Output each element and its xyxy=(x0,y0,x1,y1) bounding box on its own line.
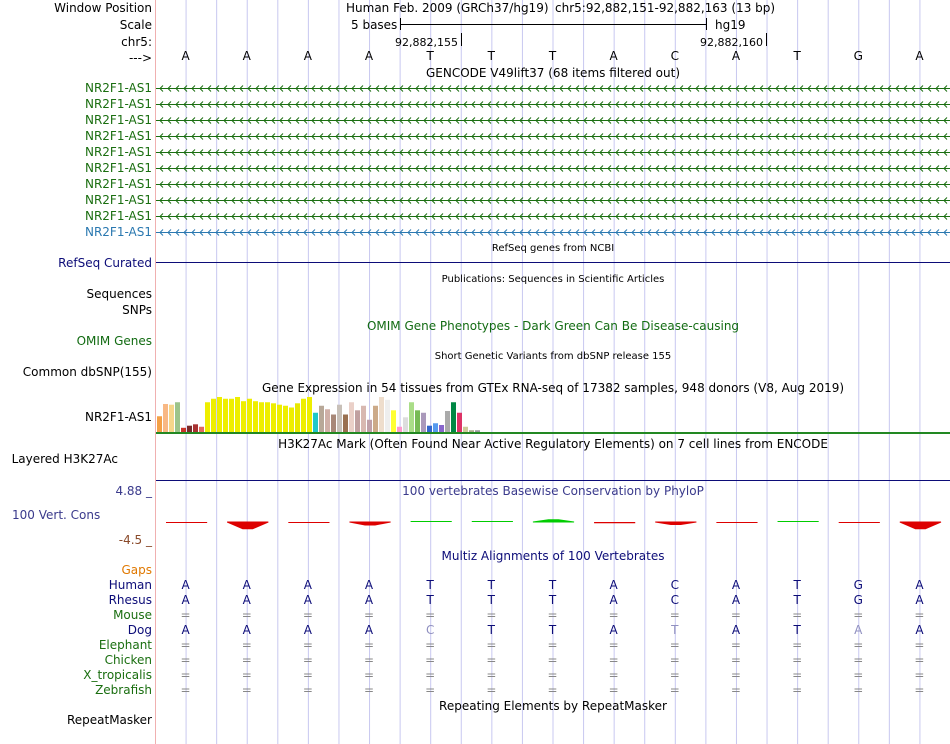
gencode-transcript-intron[interactable] xyxy=(156,212,950,221)
aligned-base: = xyxy=(302,608,313,622)
gtex-tissue-bar[interactable] xyxy=(439,425,444,432)
aligned-base: = xyxy=(180,668,191,682)
species-label[interactable]: Chicken xyxy=(104,653,152,667)
aligned-base: T xyxy=(487,623,496,637)
aligned-base: = xyxy=(730,668,741,682)
aligned-base: = xyxy=(364,653,375,667)
repeatmasker-title: Repeating Elements by RepeatMasker xyxy=(439,699,667,713)
gtex-tissue-bar[interactable] xyxy=(289,408,294,433)
aligned-base: = xyxy=(914,608,925,622)
gtex-tissue-bar[interactable] xyxy=(433,423,438,432)
common-dbsnp-label[interactable]: Common dbSNP(155) xyxy=(22,365,152,379)
dbsnp-title: Short Genetic Variants from dbSNP release 155 xyxy=(434,351,672,362)
aligned-base: A xyxy=(181,578,190,592)
multiz-title: Multiz Alignments of 100 Vertebrates xyxy=(441,549,665,563)
gencode-transcript-label[interactable]: NR2F1-AS1 xyxy=(84,81,152,95)
aligned-base: A xyxy=(609,623,618,637)
aligned-base: = xyxy=(241,683,252,697)
aligned-base: = xyxy=(425,668,436,682)
aligned-base: = xyxy=(180,638,191,652)
sequence-base: A xyxy=(181,49,190,63)
gtex-tissue-bar[interactable] xyxy=(421,413,426,432)
gtex-tissue-bar[interactable] xyxy=(265,402,270,432)
phylop-chart[interactable] xyxy=(156,500,950,544)
aligned-base: A xyxy=(181,593,190,607)
gtex-tissue-bar[interactable] xyxy=(217,397,222,432)
aligned-base: = xyxy=(547,668,558,682)
aligned-base: A xyxy=(915,578,924,592)
chrom-label: chr5: xyxy=(121,35,152,49)
aligned-base: = xyxy=(241,653,252,667)
species-label[interactable]: Dog xyxy=(127,623,152,637)
gtex-tissue-bar[interactable] xyxy=(271,403,276,432)
aligned-base: = xyxy=(486,683,497,697)
aligned-base: T xyxy=(671,623,679,637)
gencode-transcript-intron[interactable] xyxy=(156,116,950,125)
gtex-tissue-bar[interactable] xyxy=(187,426,192,432)
aligned-base: = xyxy=(914,668,925,682)
gtex-tissue-bar[interactable] xyxy=(241,401,246,432)
scale-db: hg19 xyxy=(715,18,746,32)
scale-bar xyxy=(400,24,706,25)
sequence-base: A xyxy=(364,49,374,63)
gtex-tissue-bar[interactable] xyxy=(463,427,468,432)
gtex-tissue-bar[interactable] xyxy=(391,410,396,432)
gtex-baseline xyxy=(156,432,950,434)
aligned-base: C xyxy=(425,623,435,637)
gtex-tissue-bar[interactable] xyxy=(337,405,342,432)
gencode-title: GENCODE V49lift37 (68 items filtered out) xyxy=(425,66,680,80)
gtex-tissue-bar[interactable] xyxy=(157,416,162,432)
aligned-base: A xyxy=(731,578,741,592)
phylop-title: 100 vertebrates Basewise Conservation by PhyloP xyxy=(402,484,704,498)
scale-bar-right-tick xyxy=(706,18,707,30)
aligned-base: = xyxy=(180,608,191,622)
gencode-transcript-label[interactable]: NR2F1-AS1 xyxy=(84,209,152,223)
assembly-title: Human Feb. 2009 (GRCh37/hg19) xyxy=(346,1,549,15)
gtex-tissue-bar[interactable] xyxy=(253,401,258,432)
aligned-base: T xyxy=(548,623,557,637)
aligned-base: = xyxy=(364,668,375,682)
phylop-min-label: -4.5 _ xyxy=(118,533,152,547)
aligned-base: = xyxy=(547,608,558,622)
gencode-transcript-label[interactable]: NR2F1-AS1 xyxy=(84,145,152,159)
aligned-base: A xyxy=(731,623,741,637)
aligned-base: A xyxy=(854,623,863,637)
aligned-base: = xyxy=(425,638,436,652)
aligned-base: A xyxy=(303,578,312,592)
species-label[interactable]: Human xyxy=(108,578,152,592)
aligned-base: A xyxy=(915,623,924,637)
aligned-base: = xyxy=(608,653,619,667)
phylop-max-label: 4.88 _ xyxy=(115,484,152,498)
refseq-curated-label[interactable]: RefSeq Curated xyxy=(58,256,152,270)
aligned-base: T xyxy=(548,593,557,607)
aligned-base: C xyxy=(670,578,679,592)
aligned-base: A xyxy=(915,593,924,607)
aligned-base: = xyxy=(241,668,252,682)
aligned-base: = xyxy=(302,653,313,667)
gtex-tissue-bar[interactable] xyxy=(367,420,372,432)
gtex-tissue-bar[interactable] xyxy=(451,402,456,432)
gencode-transcript-label[interactable]: NR2F1-AS1 xyxy=(84,129,152,143)
gtex-title: Gene Expression in 54 tissues from GTEx RNA-seq of 17382 samples, 948 donors (V8, Aug 2019) xyxy=(261,381,845,395)
sequences-label[interactable]: Sequences xyxy=(86,287,152,301)
coord-left-tick xyxy=(461,33,462,46)
sequence-base: T xyxy=(487,49,496,63)
window-position-label: Window Position xyxy=(54,1,152,15)
aligned-base: = xyxy=(547,653,558,667)
gtex-tissue-bar[interactable] xyxy=(223,399,228,432)
aligned-base: = xyxy=(792,638,803,652)
aligned-base: = xyxy=(608,608,619,622)
gtex-tissue-bar[interactable] xyxy=(349,402,354,432)
gtex-tissue-bar[interactable] xyxy=(169,405,174,432)
sequence-base: T xyxy=(426,49,434,63)
sequence-base: A xyxy=(915,49,924,63)
phylop-score-mark[interactable] xyxy=(166,522,207,523)
aligned-base: = xyxy=(669,668,680,682)
aligned-base: = xyxy=(669,683,680,697)
aligned-base: = xyxy=(730,608,741,622)
aligned-base: = xyxy=(669,653,680,667)
gtex-tissue-bar[interactable] xyxy=(373,406,378,432)
aligned-base: T xyxy=(426,578,434,592)
gtex-tissue-bar[interactable] xyxy=(313,413,318,432)
aligned-base: = xyxy=(425,683,436,697)
gtex-tissue-bar[interactable] xyxy=(199,427,204,432)
aligned-base: = xyxy=(486,608,497,622)
gtex-tissue-bar[interactable] xyxy=(355,410,360,432)
aligned-base: = xyxy=(180,683,191,697)
gtex-tissue-bar[interactable] xyxy=(325,409,330,432)
sequence-base: A xyxy=(731,49,741,63)
gtex-tissue-bar[interactable] xyxy=(205,402,210,432)
h3k27ac-baseline xyxy=(156,480,950,481)
aligned-base: = xyxy=(302,683,313,697)
aligned-base: = xyxy=(547,638,558,652)
scale-bar-left-tick xyxy=(400,18,401,30)
repeatmasker-label[interactable]: RepeatMasker xyxy=(66,713,152,727)
gencode-transcript-label[interactable]: NR2F1-AS1 xyxy=(84,161,152,175)
species-label[interactable]: Mouse xyxy=(113,608,152,622)
gencode-transcript-intron[interactable] xyxy=(156,164,950,173)
aligned-base: = xyxy=(853,638,864,652)
aligned-base: = xyxy=(914,683,925,697)
gencode-transcript-intron[interactable] xyxy=(156,132,950,141)
gtex-tissue-bar[interactable] xyxy=(259,402,264,432)
gtex-tissue-bar[interactable] xyxy=(181,428,186,432)
aligned-base: = xyxy=(486,638,497,652)
gtex-tissue-bar[interactable] xyxy=(379,397,384,432)
gtex-tissue-bar[interactable] xyxy=(475,430,480,432)
aligned-base: = xyxy=(608,683,619,697)
phylop-score-mark[interactable] xyxy=(778,521,819,522)
sequence-base: A xyxy=(609,49,618,63)
aligned-base: = xyxy=(853,653,864,667)
aligned-base: A xyxy=(364,623,374,637)
gtex-tissue-bar[interactable] xyxy=(319,406,324,432)
aligned-base: = xyxy=(669,638,680,652)
aligned-base: = xyxy=(730,683,741,697)
gtex-tissue-bar[interactable] xyxy=(229,399,234,432)
aligned-base: = xyxy=(792,653,803,667)
gencode-transcript-label[interactable]: NR2F1-AS1 xyxy=(84,177,152,191)
gencode-transcript-intron[interactable] xyxy=(156,196,950,205)
aligned-base: = xyxy=(364,638,375,652)
gtex-tissue-bar[interactable] xyxy=(307,397,312,432)
aligned-base: = xyxy=(486,653,497,667)
gtex-tissue-bar[interactable] xyxy=(331,415,336,433)
aligned-base: A xyxy=(364,593,374,607)
scale-bases: 5 bases xyxy=(351,18,398,32)
publications-title: Publications: Sequences in Scientific Articles xyxy=(441,274,665,285)
gtex-tissue-bar[interactable] xyxy=(295,403,300,432)
phylop-score-mark[interactable] xyxy=(227,522,268,529)
gencode-transcript-label[interactable]: NR2F1-AS1 xyxy=(84,97,152,111)
aligned-base: A xyxy=(242,593,251,607)
gencode-transcript-label[interactable]: NR2F1-AS1 xyxy=(84,113,152,127)
coord-right-tick xyxy=(766,33,767,46)
coord-left: 92,882,155 xyxy=(395,36,458,49)
aligned-base: = xyxy=(853,668,864,682)
aligned-base: A xyxy=(609,593,618,607)
aligned-base: = xyxy=(302,638,313,652)
gtex-tissue-bar[interactable] xyxy=(283,406,288,432)
aligned-base: = xyxy=(241,608,252,622)
gtex-tissue-bar[interactable] xyxy=(361,406,366,432)
gtex-tissue-bar[interactable] xyxy=(457,413,462,432)
aligned-base: T xyxy=(426,593,434,607)
aligned-base: = xyxy=(241,638,252,652)
gencode-transcript-intron[interactable] xyxy=(156,228,950,237)
aligned-base: A xyxy=(303,593,312,607)
phylop-score-mark[interactable] xyxy=(533,520,574,522)
gtex-tissue-bar[interactable] xyxy=(385,400,390,432)
phylop-score-mark[interactable] xyxy=(411,521,452,522)
aligned-base: = xyxy=(608,668,619,682)
refseq-title: RefSeq genes from NCBI xyxy=(491,243,615,254)
phylop-score-mark[interactable] xyxy=(839,522,880,523)
gencode-transcript-intron[interactable] xyxy=(156,100,950,109)
phylop-score-mark[interactable] xyxy=(288,522,329,523)
phylop-score-mark[interactable] xyxy=(716,522,757,523)
gencode-transcript-label[interactable]: NR2F1-AS1 xyxy=(84,225,152,239)
gtex-tissue-bar[interactable] xyxy=(469,430,474,432)
aligned-base: = xyxy=(792,683,803,697)
aligned-base: A xyxy=(609,578,618,592)
gtex-tissue-bar[interactable] xyxy=(397,427,402,432)
omim-genes-label[interactable]: OMIM Genes xyxy=(76,334,152,348)
aligned-base: = xyxy=(853,608,864,622)
gtex-tissue-bar[interactable] xyxy=(403,417,408,432)
aligned-base: = xyxy=(914,638,925,652)
aligned-base: G xyxy=(853,578,863,592)
gtex-tissue-bar[interactable] xyxy=(247,399,252,432)
phylop-score-mark[interactable] xyxy=(655,522,696,525)
aligned-base: = xyxy=(364,683,375,697)
aligned-base: = xyxy=(853,683,864,697)
aligned-base: T xyxy=(793,578,801,592)
aligned-base: = xyxy=(364,608,375,622)
aligned-base: T xyxy=(793,593,801,607)
aligned-base: = xyxy=(486,668,497,682)
gtex-tissue-bar[interactable] xyxy=(277,405,282,432)
gtex-tissue-bar[interactable] xyxy=(211,399,216,432)
layered-h3k27ac-label[interactable]: Layered H3K27Ac xyxy=(11,452,118,466)
aligned-base: = xyxy=(914,653,925,667)
aligned-base: = xyxy=(425,653,436,667)
gtex-tissue-bar[interactable] xyxy=(409,402,414,432)
aligned-base: = xyxy=(547,683,558,697)
omim-title: OMIM Gene Phenotypes - Dark Green Can Be Disease-causing xyxy=(366,319,740,333)
species-label[interactable]: Elephant xyxy=(98,638,152,652)
sequence-base: A xyxy=(242,49,251,63)
aligned-base: A xyxy=(364,578,374,592)
sequence-base: T xyxy=(793,49,801,63)
position-range: chr5:92,882,151-92,882,163 (13 bp) xyxy=(555,1,776,15)
aligned-base: = xyxy=(669,608,680,622)
aligned-base: A xyxy=(303,623,312,637)
aligned-base: = xyxy=(730,638,741,652)
aligned-base: T xyxy=(487,593,496,607)
aligned-base: C xyxy=(670,593,679,607)
gtex-tissue-bar[interactable] xyxy=(445,411,450,432)
gencode-transcript-intron[interactable] xyxy=(156,84,950,93)
gtex-tissue-bar[interactable] xyxy=(415,410,420,432)
phylop-score-mark[interactable] xyxy=(472,521,513,522)
gtex-expression-chart[interactable] xyxy=(156,394,950,434)
refseq-line xyxy=(156,262,950,263)
gtex-gene-label[interactable]: NR2F1-AS1 xyxy=(84,410,152,424)
aligned-base: = xyxy=(792,668,803,682)
aligned-base: G xyxy=(853,593,863,607)
gencode-transcript-intron[interactable] xyxy=(156,148,950,157)
species-label[interactable]: Zebrafish xyxy=(95,683,152,697)
sequence-base: G xyxy=(853,49,863,63)
phylop-score-mark[interactable] xyxy=(594,522,635,523)
gtex-tissue-bar[interactable] xyxy=(193,424,198,432)
gtex-tissue-bar[interactable] xyxy=(301,399,306,432)
sequence-base: C xyxy=(670,49,679,63)
aligned-base: T xyxy=(487,578,496,592)
aligned-base: = xyxy=(608,638,619,652)
snps-label[interactable]: SNPs xyxy=(122,303,152,317)
aligned-base: A xyxy=(181,623,190,637)
h3k27ac-title: H3K27Ac Mark (Often Found Near Active Regulatory Elements) on 7 cell lines from ENCODE xyxy=(278,437,828,451)
gencode-transcript-label[interactable]: NR2F1-AS1 xyxy=(84,193,152,207)
sequence-base: A xyxy=(303,49,312,63)
gtex-tissue-bar[interactable] xyxy=(343,415,348,433)
scale-label: Scale xyxy=(119,18,152,32)
gtex-tissue-bar[interactable] xyxy=(163,404,168,432)
aligned-base: A xyxy=(242,578,251,592)
phylop-score-mark[interactable] xyxy=(349,522,390,525)
aligned-base: T xyxy=(793,623,801,637)
aligned-base: A xyxy=(731,593,741,607)
aligned-base: = xyxy=(792,608,803,622)
strand-label: ---> xyxy=(128,51,152,65)
aligned-base: = xyxy=(302,668,313,682)
gtex-tissue-bar[interactable] xyxy=(427,426,432,432)
gaps-label[interactable]: Gaps xyxy=(121,563,152,577)
aligned-base: = xyxy=(730,653,741,667)
gencode-transcript-intron[interactable] xyxy=(156,180,950,189)
aligned-base: = xyxy=(425,608,436,622)
aligned-base: A xyxy=(242,623,251,637)
phylop-track-label[interactable]: 100 Vert. Cons xyxy=(12,508,101,522)
sequence-base: T xyxy=(548,49,557,63)
aligned-base: T xyxy=(548,578,557,592)
species-label[interactable]: Rhesus xyxy=(108,593,152,607)
gtex-tissue-bar[interactable] xyxy=(235,397,240,432)
phylop-score-mark[interactable] xyxy=(900,522,941,529)
species-label[interactable]: X_tropicalis xyxy=(83,668,152,682)
aligned-base: = xyxy=(180,653,191,667)
coord-right: 92,882,160 xyxy=(700,36,763,49)
gtex-tissue-bar[interactable] xyxy=(175,402,180,432)
